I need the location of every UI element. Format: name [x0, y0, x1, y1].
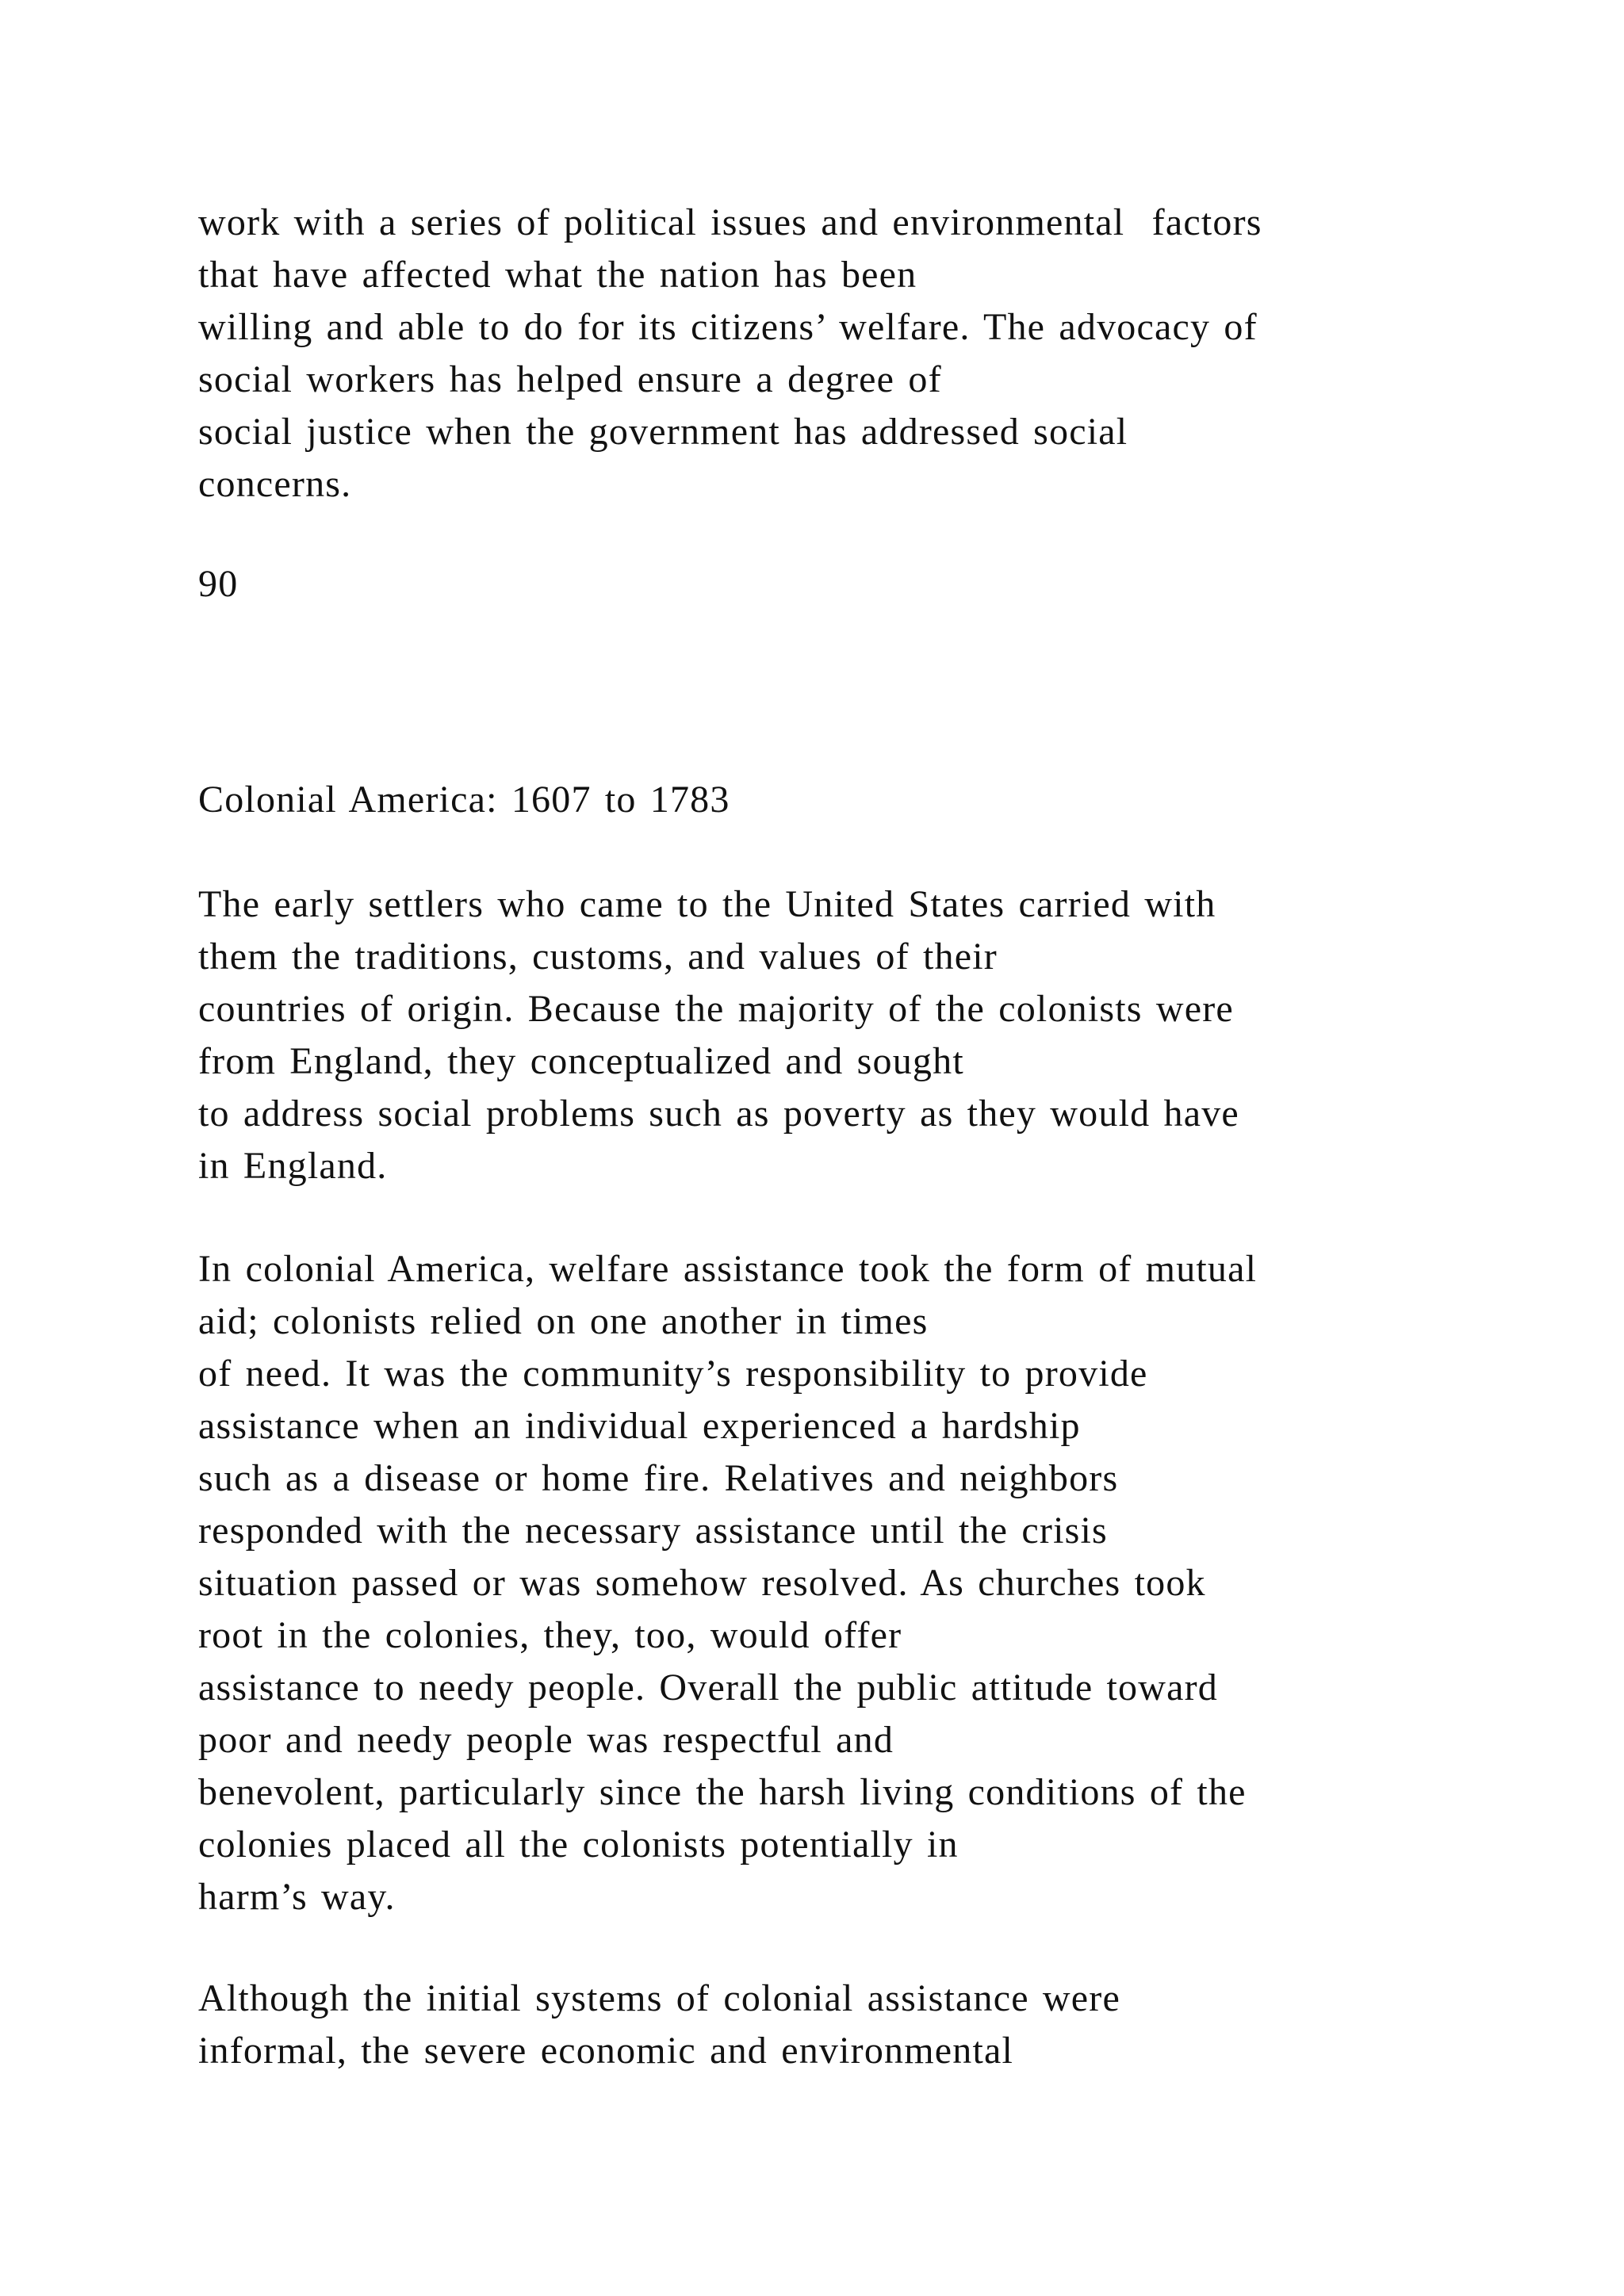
text-line: willing and able to do for its citizens’ welfare. The advocacy of: [198, 306, 1258, 348]
text-line: countries of origin. Because the majority of the colonists were: [198, 988, 1234, 1030]
text-line: In colonial America, welfare assistance took the form of mutual: [198, 1248, 1258, 1290]
text-line: situation passed or was somehow resolved. As churches took: [198, 1562, 1206, 1604]
paragraph-initial-systems: [198, 1973, 1120, 2077]
paragraph-early-settlers: [198, 878, 1239, 1192]
text-line: of need. It was the community’s responsibility to provide: [198, 1353, 1148, 1395]
text-line: root in the colonies, they, too, would offer: [198, 1614, 902, 1656]
text-line: harm’s way.: [198, 1876, 396, 1918]
page-number: [198, 558, 238, 610]
text-line: in England.: [198, 1145, 388, 1187]
text-line: aid; colonists relied on one another in times: [198, 1300, 929, 1342]
paragraph-mutual-aid: [198, 1243, 1257, 1923]
text-line: social workers has helped ensure a degree of: [198, 358, 942, 400]
text-line: colonies placed all the colonists potentially in: [198, 1823, 959, 1866]
text-line: benevolent, particularly since the harsh living conditions of the: [198, 1771, 1247, 1813]
text-line: Although the initial systems of colonial assistance were: [198, 1977, 1120, 2019]
text-line: such as a disease or home fire. Relatives and neighbors: [198, 1457, 1119, 1499]
text-line: assistance when an individual experienced a hardship: [198, 1405, 1081, 1447]
text-line: responded with the necessary assistance until the crisis: [198, 1510, 1108, 1552]
page-number-text: 90: [198, 563, 239, 605]
text-line: poor and needy people was respectful and: [198, 1719, 894, 1761]
text-line: them the traditions, customs, and values of their: [198, 936, 998, 978]
text-line: work with a series of political issues and environmental factors: [198, 201, 1262, 243]
section-heading: [198, 774, 730, 826]
text-line: The early settlers who came to the United States carried with: [198, 883, 1216, 925]
text-line: to address social problems such as poverty as they would have: [198, 1093, 1239, 1135]
text-line: that have affected what the nation has been: [198, 254, 917, 296]
paragraph-intro: [198, 197, 1262, 511]
text-line: informal, the severe economic and environmental: [198, 2030, 1014, 2072]
text-line: assistance to needy people. Overall the public attitude toward: [198, 1667, 1219, 1709]
section-heading-text: Colonial America: 1607 to 1783: [198, 779, 730, 821]
text-line: social justice when the government has addressed social: [198, 411, 1128, 453]
text-line: concerns.: [198, 463, 352, 505]
text-line: from England, they conceptualized and sought: [198, 1040, 964, 1082]
